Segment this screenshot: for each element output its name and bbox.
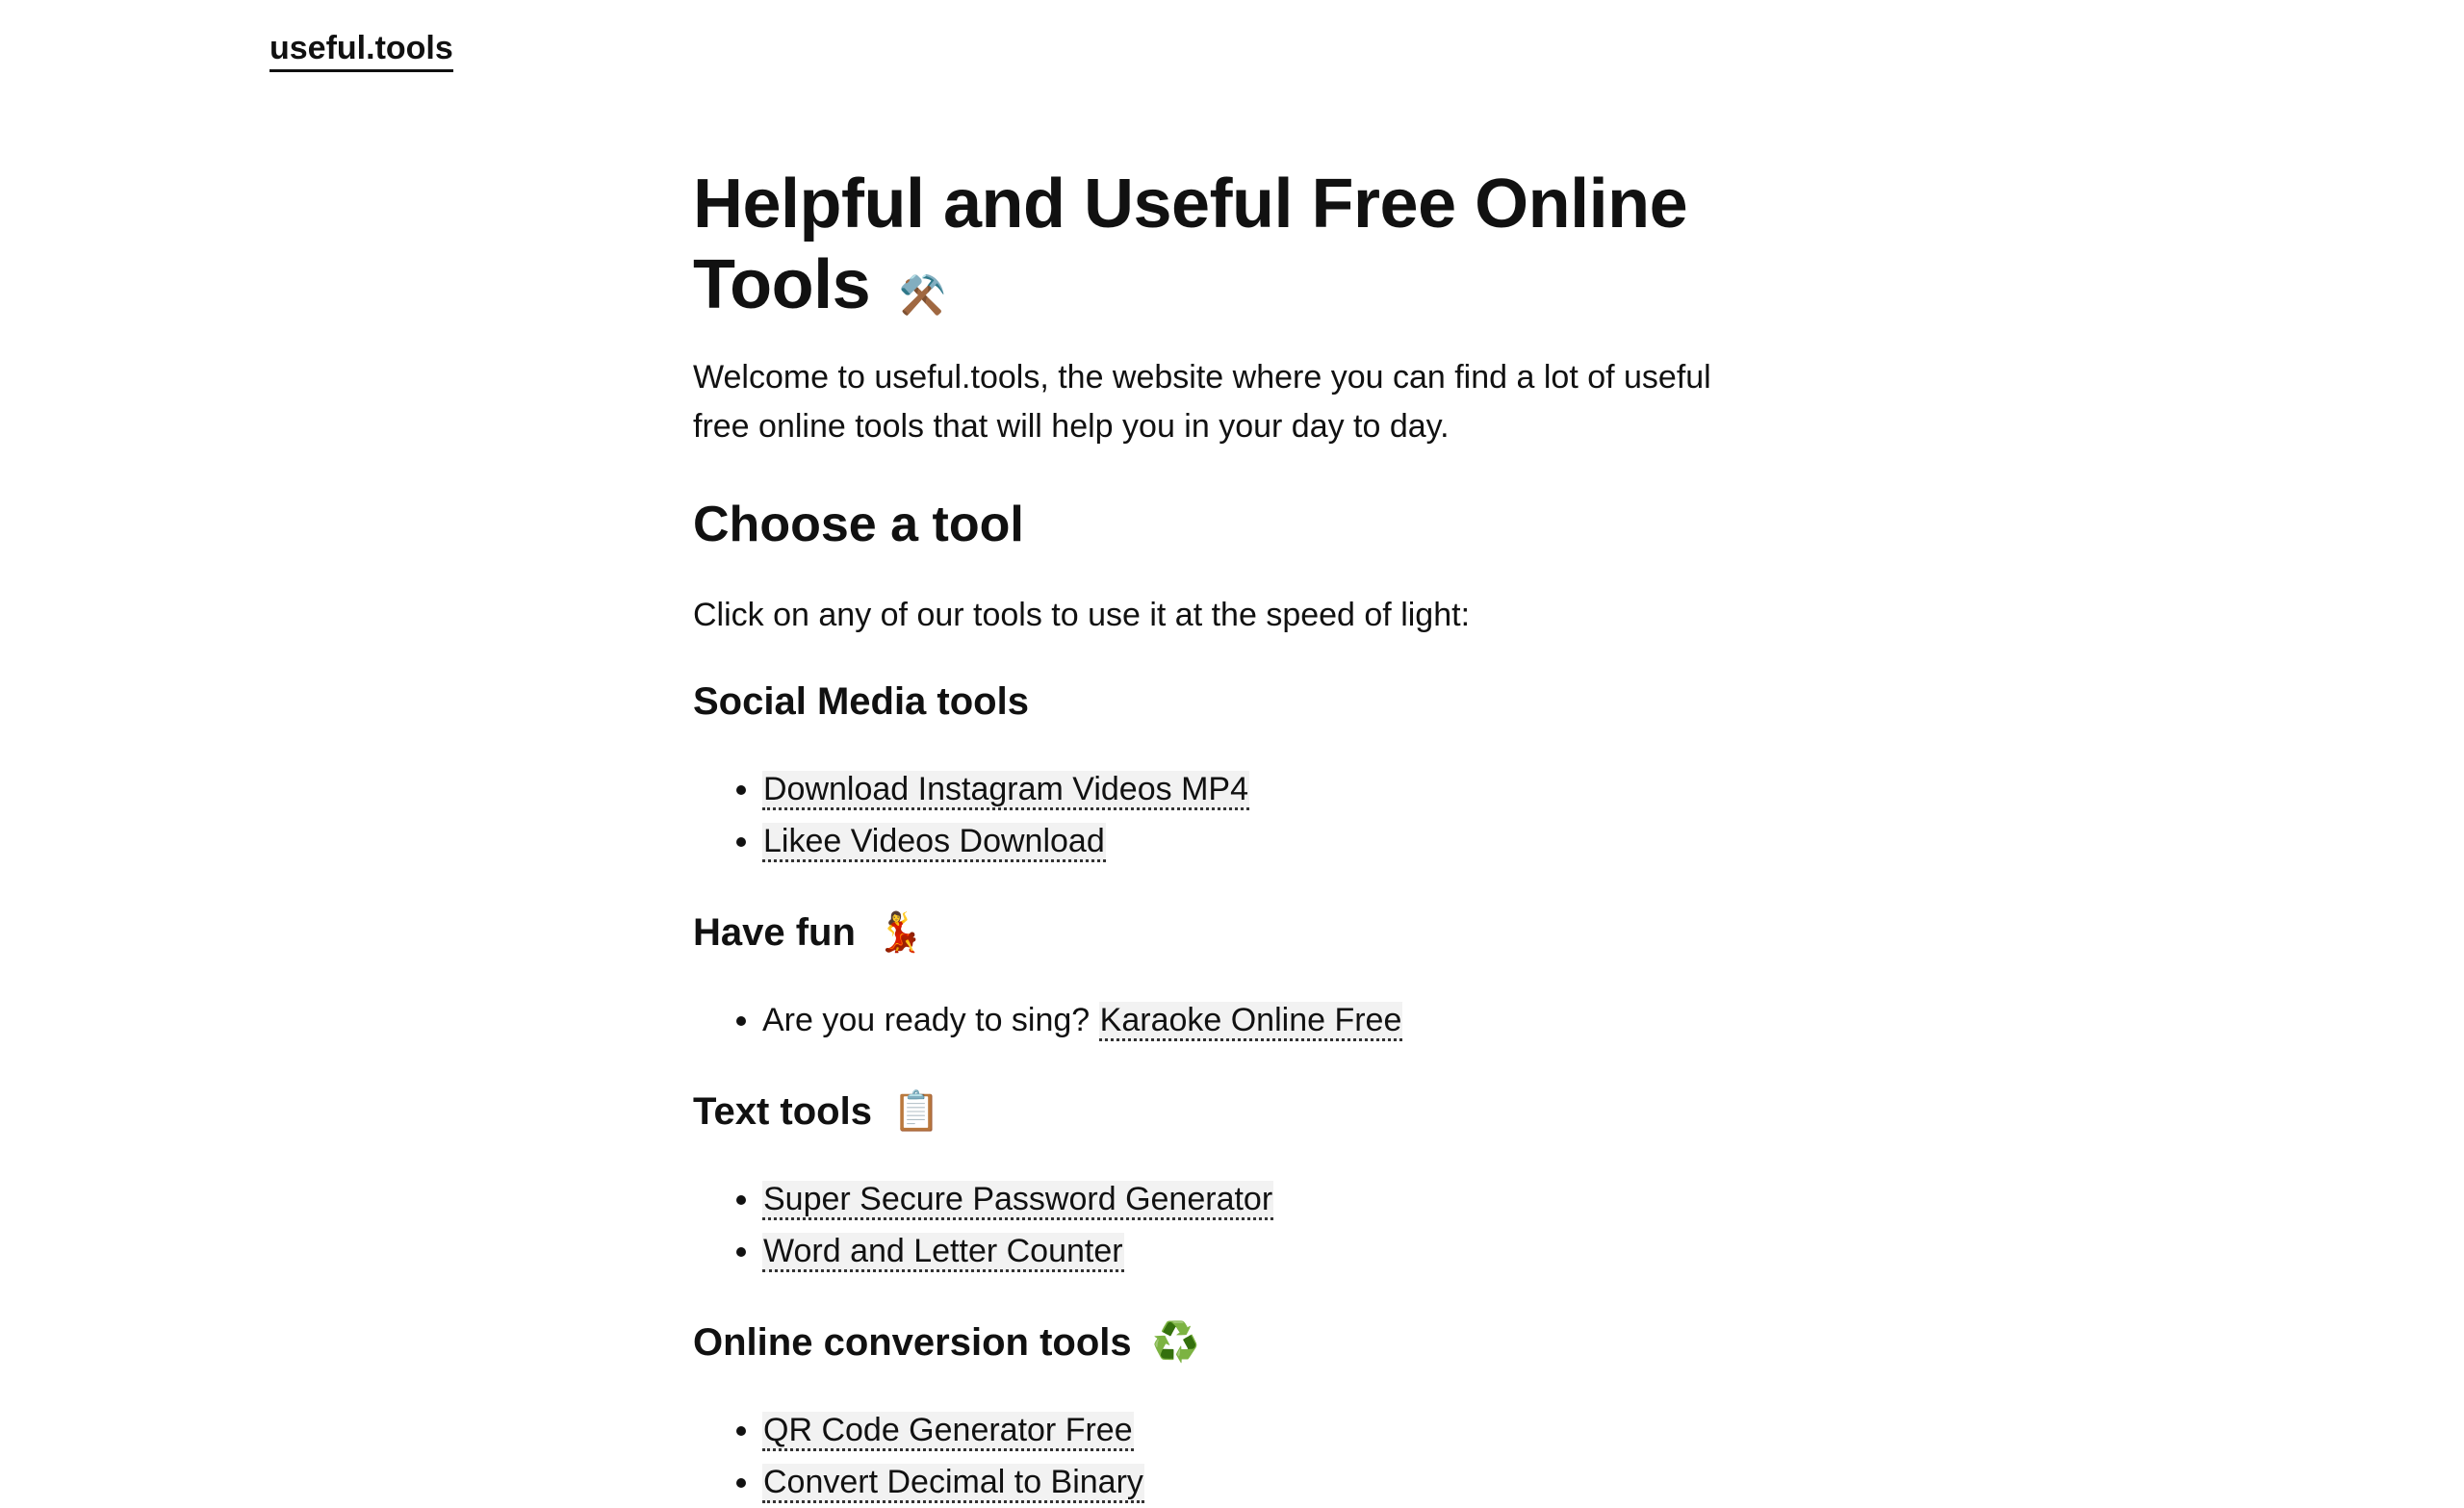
tool-link-decimal-binary[interactable]: Convert Decimal to Binary (762, 1464, 1144, 1503)
hammer-pick-icon: ⚒️ (898, 274, 946, 317)
tool-link-instagram[interactable]: Download Instagram Videos MP4 (762, 771, 1249, 810)
tool-link-password-generator[interactable]: Super Secure Password Generator (762, 1181, 1273, 1220)
page-title-text: Helpful and Useful Free Online Tools (693, 166, 1688, 323)
page-title (693, 164, 1771, 336)
group-title-text: Online conversion tools (693, 1321, 1132, 1364)
lead-text: Click on any of our tools to use it at the speed of light: (693, 597, 1471, 633)
tool-link-likee[interactable]: Likee Videos Download (762, 823, 1106, 862)
tool-link-karaoke[interactable]: Karaoke Online Free (1099, 1002, 1403, 1041)
group-title-text: Have fun (693, 911, 856, 954)
tool-link-word-counter[interactable]: Word and Letter Counter (762, 1233, 1124, 1272)
group-title-text: Social Media tools (693, 680, 1029, 723)
group-title-text: Text tools (693, 1090, 872, 1133)
list-item (762, 1404, 1771, 1456)
tool-list-have-fun (693, 994, 1771, 1046)
intro-text: Welcome to useful.tools, the website where you can find a lot of useful free online tools that will help you in your day to day. (693, 359, 1711, 445)
recycle-icon: ♻️ (1151, 1321, 1200, 1364)
site-header (270, 29, 453, 72)
brand-link[interactable]: useful.tools (270, 29, 453, 72)
list-item (762, 1173, 1771, 1225)
section-title: Choose a tool (693, 497, 1024, 552)
tool-link-qr-code[interactable]: QR Code Generator Free (762, 1412, 1134, 1451)
list-item (762, 763, 1771, 815)
clipboard-icon: 📋 (892, 1090, 940, 1133)
list-item (762, 994, 1771, 1046)
group-title-social-media (693, 677, 1771, 727)
list-item (762, 815, 1771, 867)
main-content (693, 164, 1771, 1508)
tool-list-conversion (693, 1404, 1771, 1508)
group-title-have-fun (693, 907, 1771, 958)
tool-list-text (693, 1173, 1771, 1277)
dancer-icon: 💃 (876, 911, 924, 954)
group-title-conversion (693, 1317, 1771, 1367)
list-item (762, 1456, 1771, 1508)
list-item (762, 1225, 1771, 1277)
tool-list-social-media (693, 763, 1771, 867)
list-item-prefix: Are you ready to sing? (762, 1002, 1091, 1038)
group-title-text-tools (693, 1086, 1771, 1137)
